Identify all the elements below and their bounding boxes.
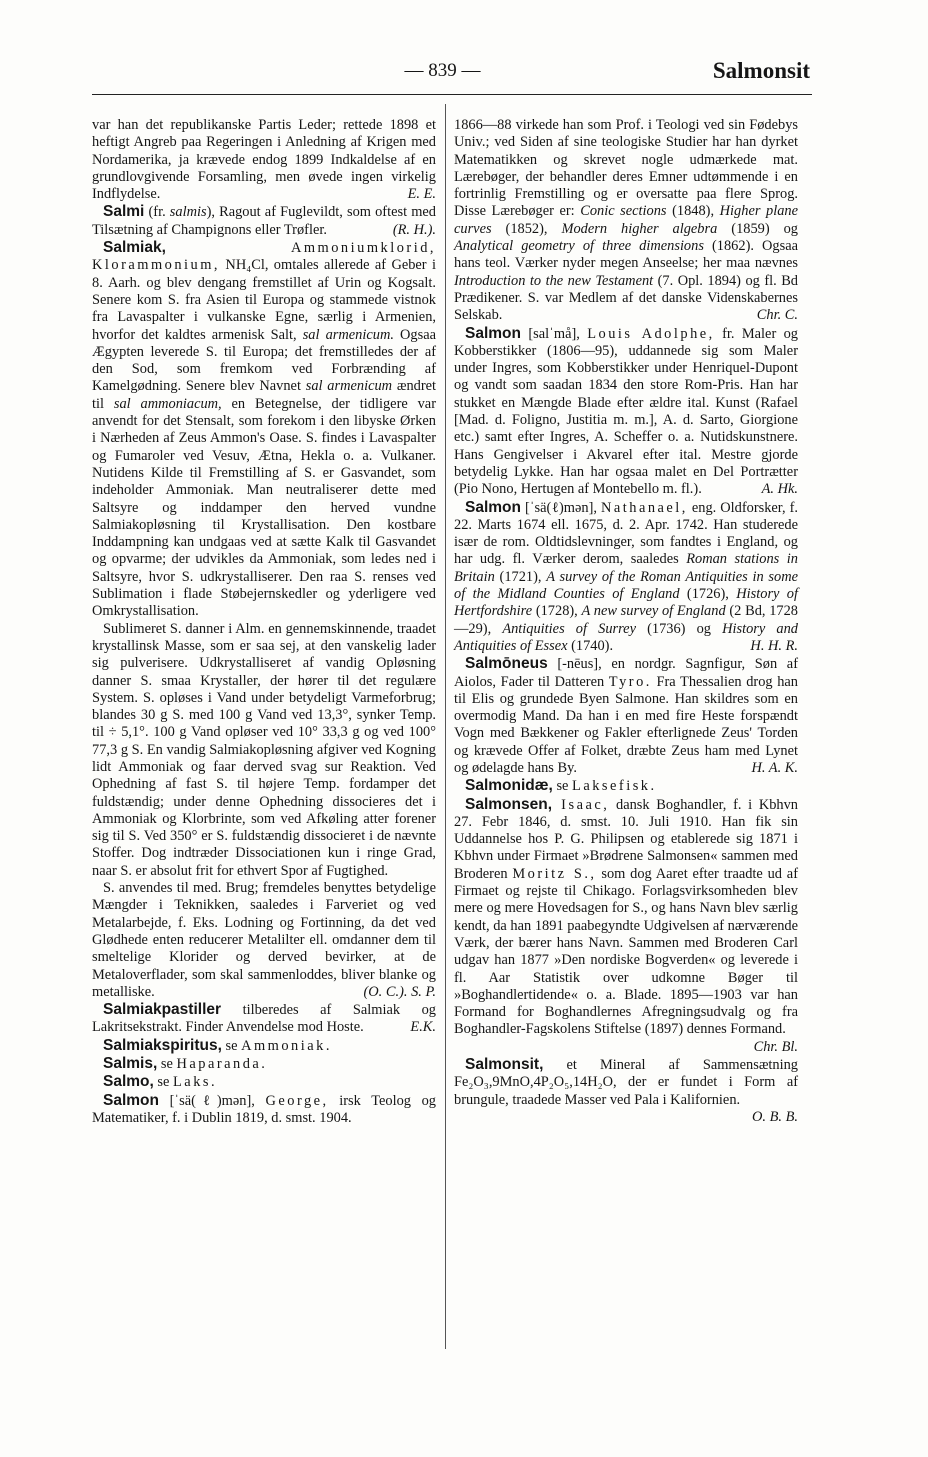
entry-salmonsen: Salmonsen, Isaac, dansk Boghandler, f. i Kbhvn 27. Febr 1846, d. smst. 10. Juli 1910. Han fik sin Uddannelse hos P. G. Philipsen og etablerede sig 1871 i Kbhvn under Firmaet »Brødrene Salmonsen« sammen med Broderen Moritz S., som dog Aaret efter traadte ud af Firmaet og rejste til Chikago. Forlagsvirksomheden blev mere og mere Hovedsagen for S., og hans Navn blev særlig kendt, da han 1891 paabegyndte Udgivelsen af nærværende Værk, der bærer hans Navn. Sammen med Broderen Carl udgav han 1877 »Den nordiske Bogverden« og leverede i fl. Aar Statistik over udkomne Bøger til »Boghandlertidende« o. a. Blade. 1895—1903 var han Formand for Boghandlernes Afregningsudvalg og fra Boghandler-Fagskolens Stiftelse (1897) dennes Formand. Chr. Bl. <box>454 795 798 1055</box>
cross-reference: Ammoniak. <box>241 1037 332 1054</box>
entry-salmo: Salmo, se Laks. <box>103 1073 218 1091</box>
headword: Salmonsit, <box>465 1056 544 1074</box>
entry-salmon-nathanael: Salmon [ˈsä(ℓ)mən], Nathanael, eng. Oldforsker, f. 22. Marts 1674 ell. 1675, d. 2. Apr. 1742. Han studerede især de rom. Oldtidslevninger, som fandtes i England, og har udg. fl. Værker derom, saaledes Roman stations in Britain (1721), A survey of the Roman Antiquities in some of the Midland Counties of England (1726), History of Hertfordshire (1728), A new survey of England (2 Bd, 1728—29), Antiquities of Surrey (1736) og History and Antiquities of Essex (1740). H. H. R. <box>454 498 799 654</box>
entry-salmiakspiritus: Salmiakspiritus, se Ammoniak. <box>103 1036 332 1054</box>
header-rule <box>92 94 812 95</box>
right-column <box>454 117 798 1126</box>
headword: Salmon <box>103 1091 159 1109</box>
running-head: Salmonsit <box>712 58 810 83</box>
entry-salmon-louis: Salmon [salˈmå], Louis Adolphe, fr. Maler og Kobberstikker (1806—95), uddannede sig som Maler under Ingres, som Kobberstikker under Henriquel-Dupont og vandt som saadan 1834 den store Rom-Pris. Han har stukket en Mængde Blade efter ældre ital. Kunst (Rafael [Mad. d. Foligno, Justitia m. m.], A. d. Sarto, Giorgione etc.) samt efter Ingres, A. Scheffer o. a. Nutidskunstnere. Hans Gengivelser i Akvarel efter ital. Mestre gjorde betydelig Lykke. Han har ogsaa malet en Del Portrætter (Pio Nono, Hertugen af Montebello m. fl.). A. Hk. <box>454 324 798 498</box>
left-column <box>92 117 436 1127</box>
headword: Salmiak, <box>103 239 166 257</box>
salmiak-paragraph: S. anvendes til med. Brug; fremdeles benyttes betydelige Mængder i Teknikken, saaledes i Farveriet og ved Metalarbejde, f. Eks. Lodning og Fortinning, da det ved Glødhede enten reducerer Metalilter ell. omdanner dem til smeltelige Klorider og derved bevirker, at de Metaloverflader, som skal sammenloddes, bliver blanke og metalliske. (O. C.). S. P. <box>92 880 436 1000</box>
headword: Salmiakspiritus, <box>103 1036 222 1054</box>
entry-salmi: Salmi (fr. salmis), Ragout af Fuglevildt, som oftest med Tilsætning af Champignons eller Trøfler. (R. H.). <box>92 203 436 238</box>
headword: Salmon <box>465 498 521 516</box>
entry-salmiak: Salmiak, Ammoniumklorid, Klorammonium, NH₄Cl, omtales allerede af Geber i 8. Aarh. og blev dengang fremstillet af Urin og Kogsalt. Senere kom S. fra Asien til Europa og stammede vistnok fra Lavaspalter i vulkanske Egne, særlig i Armenien, hvorfor det kaldtes armenisk Salt, sal armenicum. Ogsaa Ægypten leverede S. til Europa; det fremstilledes der af den Sod, som fremkom ved Forbrænding af Kamelgødning. Senere blev Navnet sal armenicum ændret til sal ammoniacum, en Betegnelse, der tidligere var anvendt for det Stensalt, som forekom i den libyske Ørken i Nærheden af Zeus Ammon's Oase. S. findes i Lavaspalter og Fumaroler ved Vesuv, Ætna, Hekla o. a. Vulkaner. Nutidens Kilde til Fremstilling af S. er Gasvandet, som indeholder Ammoniak. Man neutraliserer dette med Saltsyre og inddamper den herved vundne Salmiakopløsning til Krystallisation. Den kostbare Inddampning kan undgaas ved at sætte Kalk til Gasvandet og opvarme; der udvikles da Ammoniak, som ledes ned i Saltsyre, hvor S. udkrystalliserer. Den raa S. renses ved Sublimation i flade Støbejernskedler og yderligere ved Omkrystallisation. <box>92 239 437 620</box>
headword: Salmis, <box>103 1055 158 1073</box>
entry-salmoneus: Salmōneus [-nēus], en nordgr. Sagnfigur, Søn af Aiolos, Fader til Datteren Tyro. Fra Thessalien drog han til Elis og grundede Byen Salmone. Han skildres som en overmodig Mand. Da han i en med fire Heste forspændt Vogn med Bækkener og Fakler efterlignede Zeus' Torden og krævede Offer af Folket, dræbte Zeus ham med Lynet og ødelagde hans By. H. A. K. <box>454 655 799 776</box>
headword: Salmi <box>103 203 145 221</box>
entry-salmonsit: Salmonsit, et Mineral af Sammensætning Fe₂O₃,9MnO,4P₂O₅,14H₂O, der er fundet i Form af brungule, traadede Masser ved Pala i Kalifornien. O. B. B. <box>454 1056 798 1125</box>
entry-salmonidae: Salmonidæ, se Laksefisk. <box>465 777 657 795</box>
page-number: — 839 — <box>404 60 481 81</box>
entry-continuation: var han det republikanske Partis Leder; rettede 1898 et heftigt Angreb paa Regeringen i Anledning af Krigen med Nordamerika, ja krævede endog 1899 Indkaldelse af en grundlovgivende Forsamling, men øvede ingen virkelig Indflydelse. E. E. <box>92 117 436 203</box>
entry-salmon-george: Salmon [ˈsä(ℓ)mən], George, irsk Teolog og Matematiker, f. i Dublin 1819, d. smst. 1904. <box>92 1091 436 1126</box>
entry-salmon-george-continuation: 1866—88 virkede han som Prof. i Teologi ved sin Fødebys Univ.; ved Siden af sine teologiske Studier har han dyrket Matematikken og skrevet nogle udmærkede mat. Lærebøger, der behandler deres Emner udtømmende i en fortrinlig Fremstilling og er oversatte paa flere Sprog. Disse Lærebøger er: Conic sections (1848), Higher plane curves (1852), Modern higher algebra (1859) og Analytical geometry of three dimensions (1862). Ogsaa hans teol. Værker nyder megen Anseelse; her maa nævnes Introduction to the new Testament (7. Opl. 1894) og fl. Bd Prædikener. S. var Medlem af det danske Videnskabernes Selskab. Chr. C. <box>454 117 798 324</box>
headword: Salmonidæ, <box>465 777 553 795</box>
cross-reference: Haparanda. <box>176 1056 268 1073</box>
cross-reference: Laksefisk. <box>572 778 657 795</box>
cross-reference: Laks. <box>173 1074 218 1091</box>
entry-salmis: Salmis, se Haparanda. <box>103 1055 268 1073</box>
headword: Salmōneus <box>465 655 548 673</box>
headword: Salmonsen, <box>465 795 552 813</box>
headword: Salmiakpastiller <box>103 1001 222 1019</box>
salmiak-paragraph: Sublimeret S. danner i Alm. en gennemskinnende, traadet krystallinsk Masse, som er saa sej, at den vanskelig lader sig pulverisere. Udkrystalliseret af vandig Opløsning danner S. smaa Krystaller, der hører til det regulære System. S. opløses i Vand under betydeligt Varmeforbrug; blandes 30 g S. med 100 g Vand ved 13,3°, synker Temp. til ÷ 5,1°. 100 g Vand opløser ved 10° 33,3 g og ved 100° 77,3 g S. En vandig Salmiakopløsning afgiver ved Kogning lidt Ammoniak og faar derved svag sur Reaktion. Ved Ophedning af fast S. til højere Temp. fordamper det fuldstændig; under denne Ophedning dissocieres det i Ammoniak og Klorbrinte, som ved Afkøling atter forener sig til S. Ved 350° er S. fuldstændig dissocieret i de nævnte Stoffer. Dog indtræder Dissociationen kun i ringe Grad, naar S. er absolut frit for ethvert Spor af Fugtighed. <box>92 620 436 879</box>
column-divider <box>445 104 446 1349</box>
headword: Salmo, <box>103 1073 154 1091</box>
entry-salmiakpastiller: Salmiakpastiller tilberedes af Salmiak og Lakritsekstrakt. Finder Anvendelse mod Hoste. E.K. <box>92 1001 436 1036</box>
headword: Salmon <box>465 324 521 342</box>
